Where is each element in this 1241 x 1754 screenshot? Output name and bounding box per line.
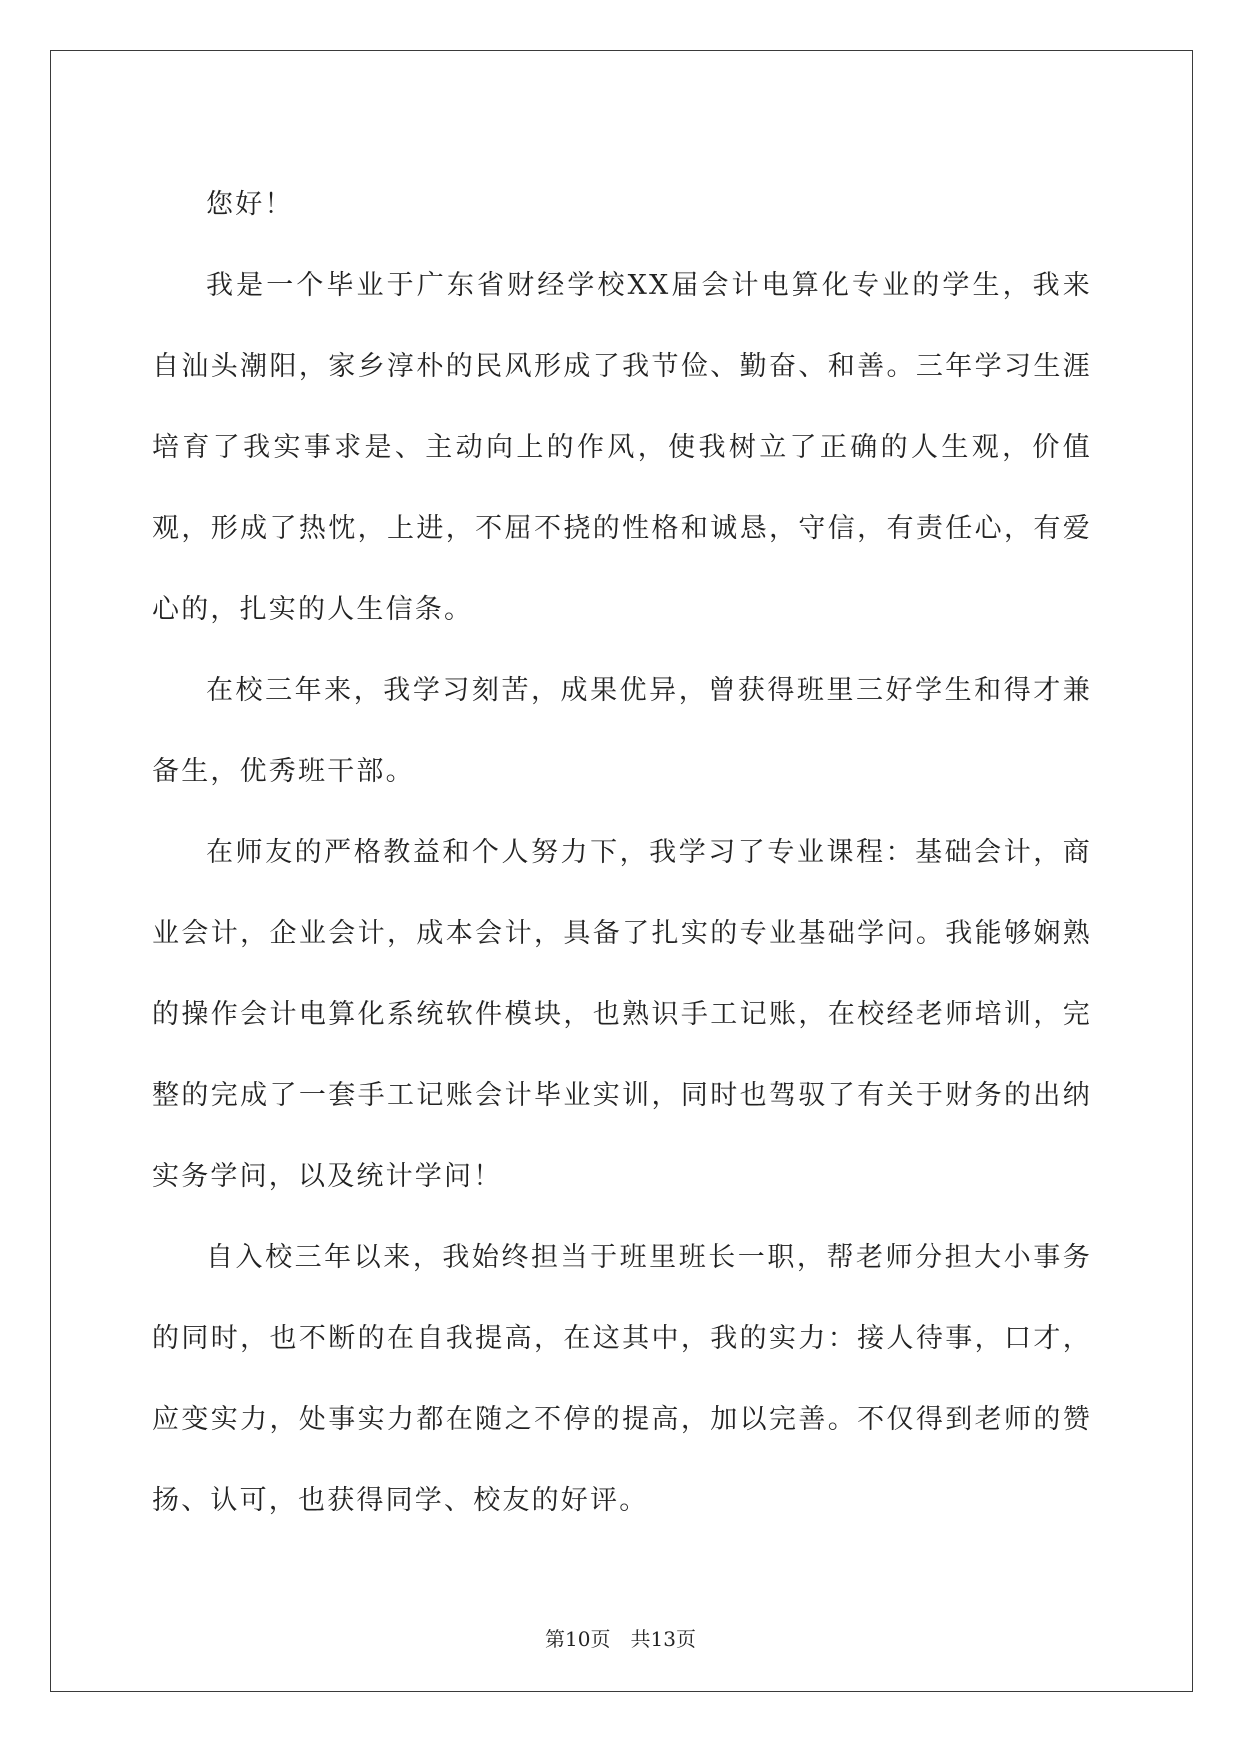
paragraph-courses: 在师友的严格教益和个人努力下，我学习了专业课程：基础会计，商业会计，企业会计，成本会计，具备了扎实的专业基础学问。我能够娴熟的操作会计电算化系统软件模块，也熟识手工记账，在校经老师培训，完整的完成了一套手工记账会计毕业实训，同时也驾驭了有关于财务的出纳实务学问，以及统计学问！ [152, 837, 1092, 1192]
page-number-footer: 第10页 共13页 [545, 1627, 696, 1651]
paragraph-achievements: 在校三年来，我学习刻苦，成果优异，曾获得班里三好学生和得才兼备生，优秀班干部。 [152, 675, 1092, 787]
paragraph-monitor: 自入校三年以来，我始终担当于班里班长一职，帮老师分担大小事务的同时，也不断的在自我提高，在这其中，我的实力：接人待事，口才，应变实力，处事实力都在随之不停的提高，加以完善。不仅得到老师的赞扬、认可，也获得同学、校友的好评。 [152, 1242, 1092, 1516]
paragraph-introduction: 我是一个毕业于广东省财经学校XX届会计电算化专业的学生，我来自汕头潮阳，家乡淳朴的民风形成了我节俭、勤奋、和善。三年学习生涯培育了我实事求是、主动向上的作风，使我树立了正确的人生观，价值观，形成了热忱，上进，不屈不挠的性格和诚恳，守信，有责任心，有爱心的，扎实的人生信条。 [152, 270, 1092, 625]
paragraph-greeting: 您好！ [206, 189, 294, 220]
document-body [152, 164, 1092, 1541]
